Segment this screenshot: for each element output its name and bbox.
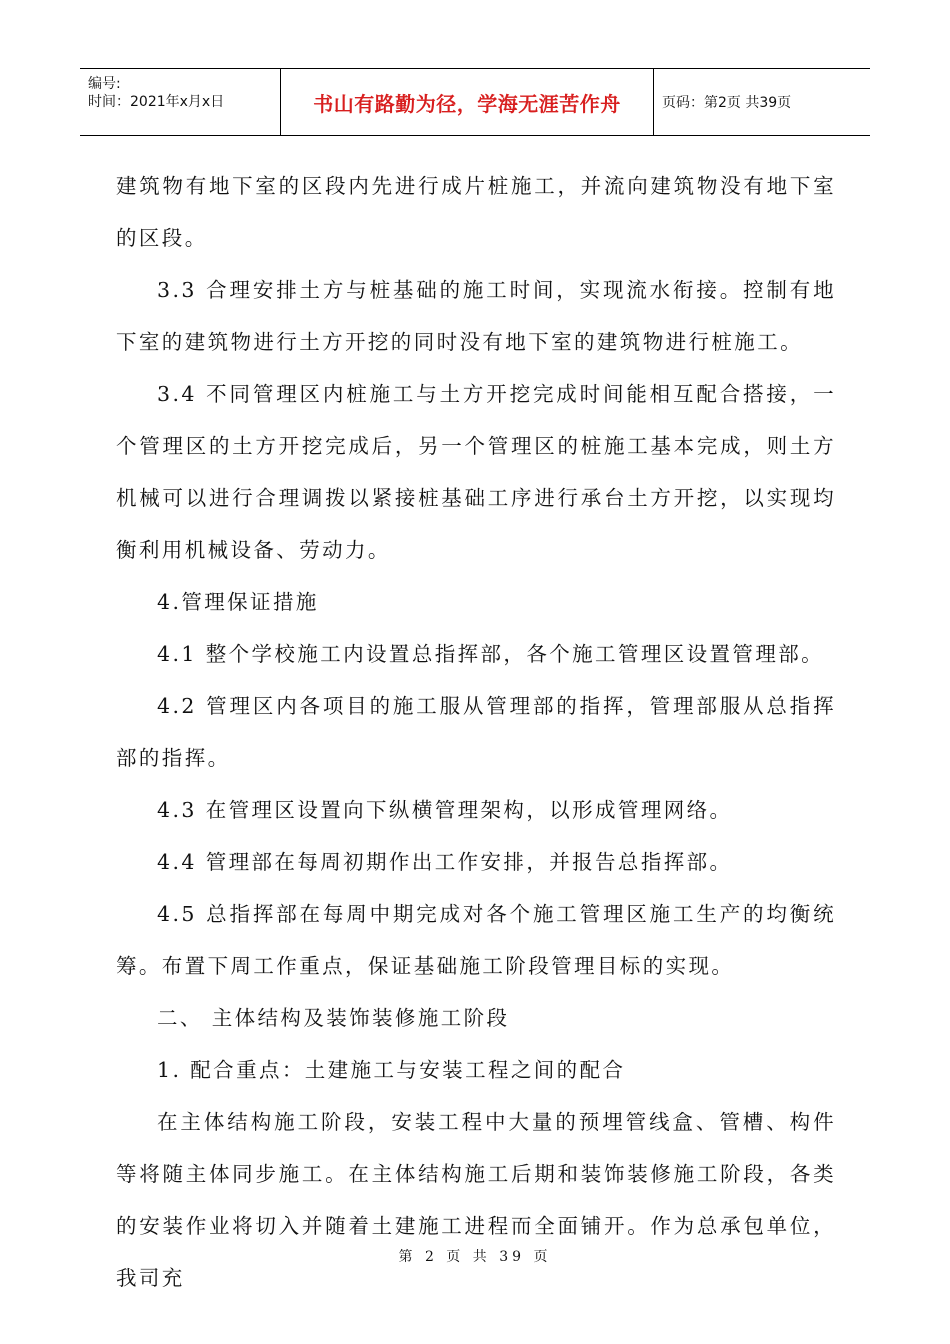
paragraph-3-3: 3.3 合理安排土方与桩基础的施工时间，实现流水衔接。控制有地下室的建筑物进行土方开挖的同时没有地下室的建筑物进行桩施工。: [116, 278, 836, 354]
header-motto-cell: [281, 69, 654, 135]
page-footer: 第 2 页 共 39 页: [398, 1249, 552, 1265]
document-number-label: 编号:: [88, 76, 121, 92]
paragraph-3-4: 3.4 不同管理区内桩施工与土方开挖完成时间能相互配合搭接，一个管理区的土方开挖完成后，另一个管理区的桩施工基本完成，则土方机械可以进行合理调拨以紧接桩基础工序进行承台土方开挖，以实现均衡利用机械设备、劳动力。: [116, 382, 836, 562]
paragraph-4-3: 4.3 在管理区设置向下纵横管理架构，以形成管理网络。: [157, 798, 733, 822]
header-page-number: 页码：第2页 共39页: [662, 95, 792, 111]
document-header: [80, 68, 870, 136]
paragraph-continuation: 建筑物有地下室的区段内先进行成片桩施工，并流向建筑物没有地下室的区段。: [116, 174, 836, 250]
paragraph-4-4: 4.4 管理部在每周初期作出工作安排，并报告总指挥部。: [157, 850, 733, 874]
paragraph-main-structure: 在主体结构施工阶段，安装工程中大量的预埋管线盒、管槽、构件等将随主体同步施工。在主体结构施工后期和装饰装修施工阶段，各类的安装作业将切入并随着土建施工进程而全面铺开。作为总承包单位，我司充: [116, 1110, 836, 1290]
document-body: [116, 160, 836, 1304]
header-motto: 书山有路勤为径，学海无涯苦作舟: [313, 91, 621, 116]
heading-management-measures: 4.管理保证措施: [157, 590, 319, 614]
document-date-label: 时间：2021年x月x日: [88, 94, 225, 110]
heading-coordination-focus: 1. 配合重点：土建施工与安装工程之间的配合: [157, 1058, 626, 1082]
paragraph-4-2: 4.2 管理区内各项目的施工服从管理部的指挥，管理部服从总指挥部的指挥。: [116, 694, 836, 770]
header-meta-cell: [80, 69, 281, 135]
heading-section-2: 二、 主体结构及装饰装修施工阶段: [157, 1006, 510, 1030]
paragraph-4-1: 4.1 整个学校施工内设置总指挥部，各个施工管理区设置管理部。: [157, 642, 825, 666]
paragraph-4-5: 4.5 总指挥部在每周中期完成对各个施工管理区施工生产的均衡统筹。布置下周工作重点，保证基础施工阶段管理目标的实现。: [116, 902, 836, 978]
header-page-cell: [654, 69, 870, 135]
